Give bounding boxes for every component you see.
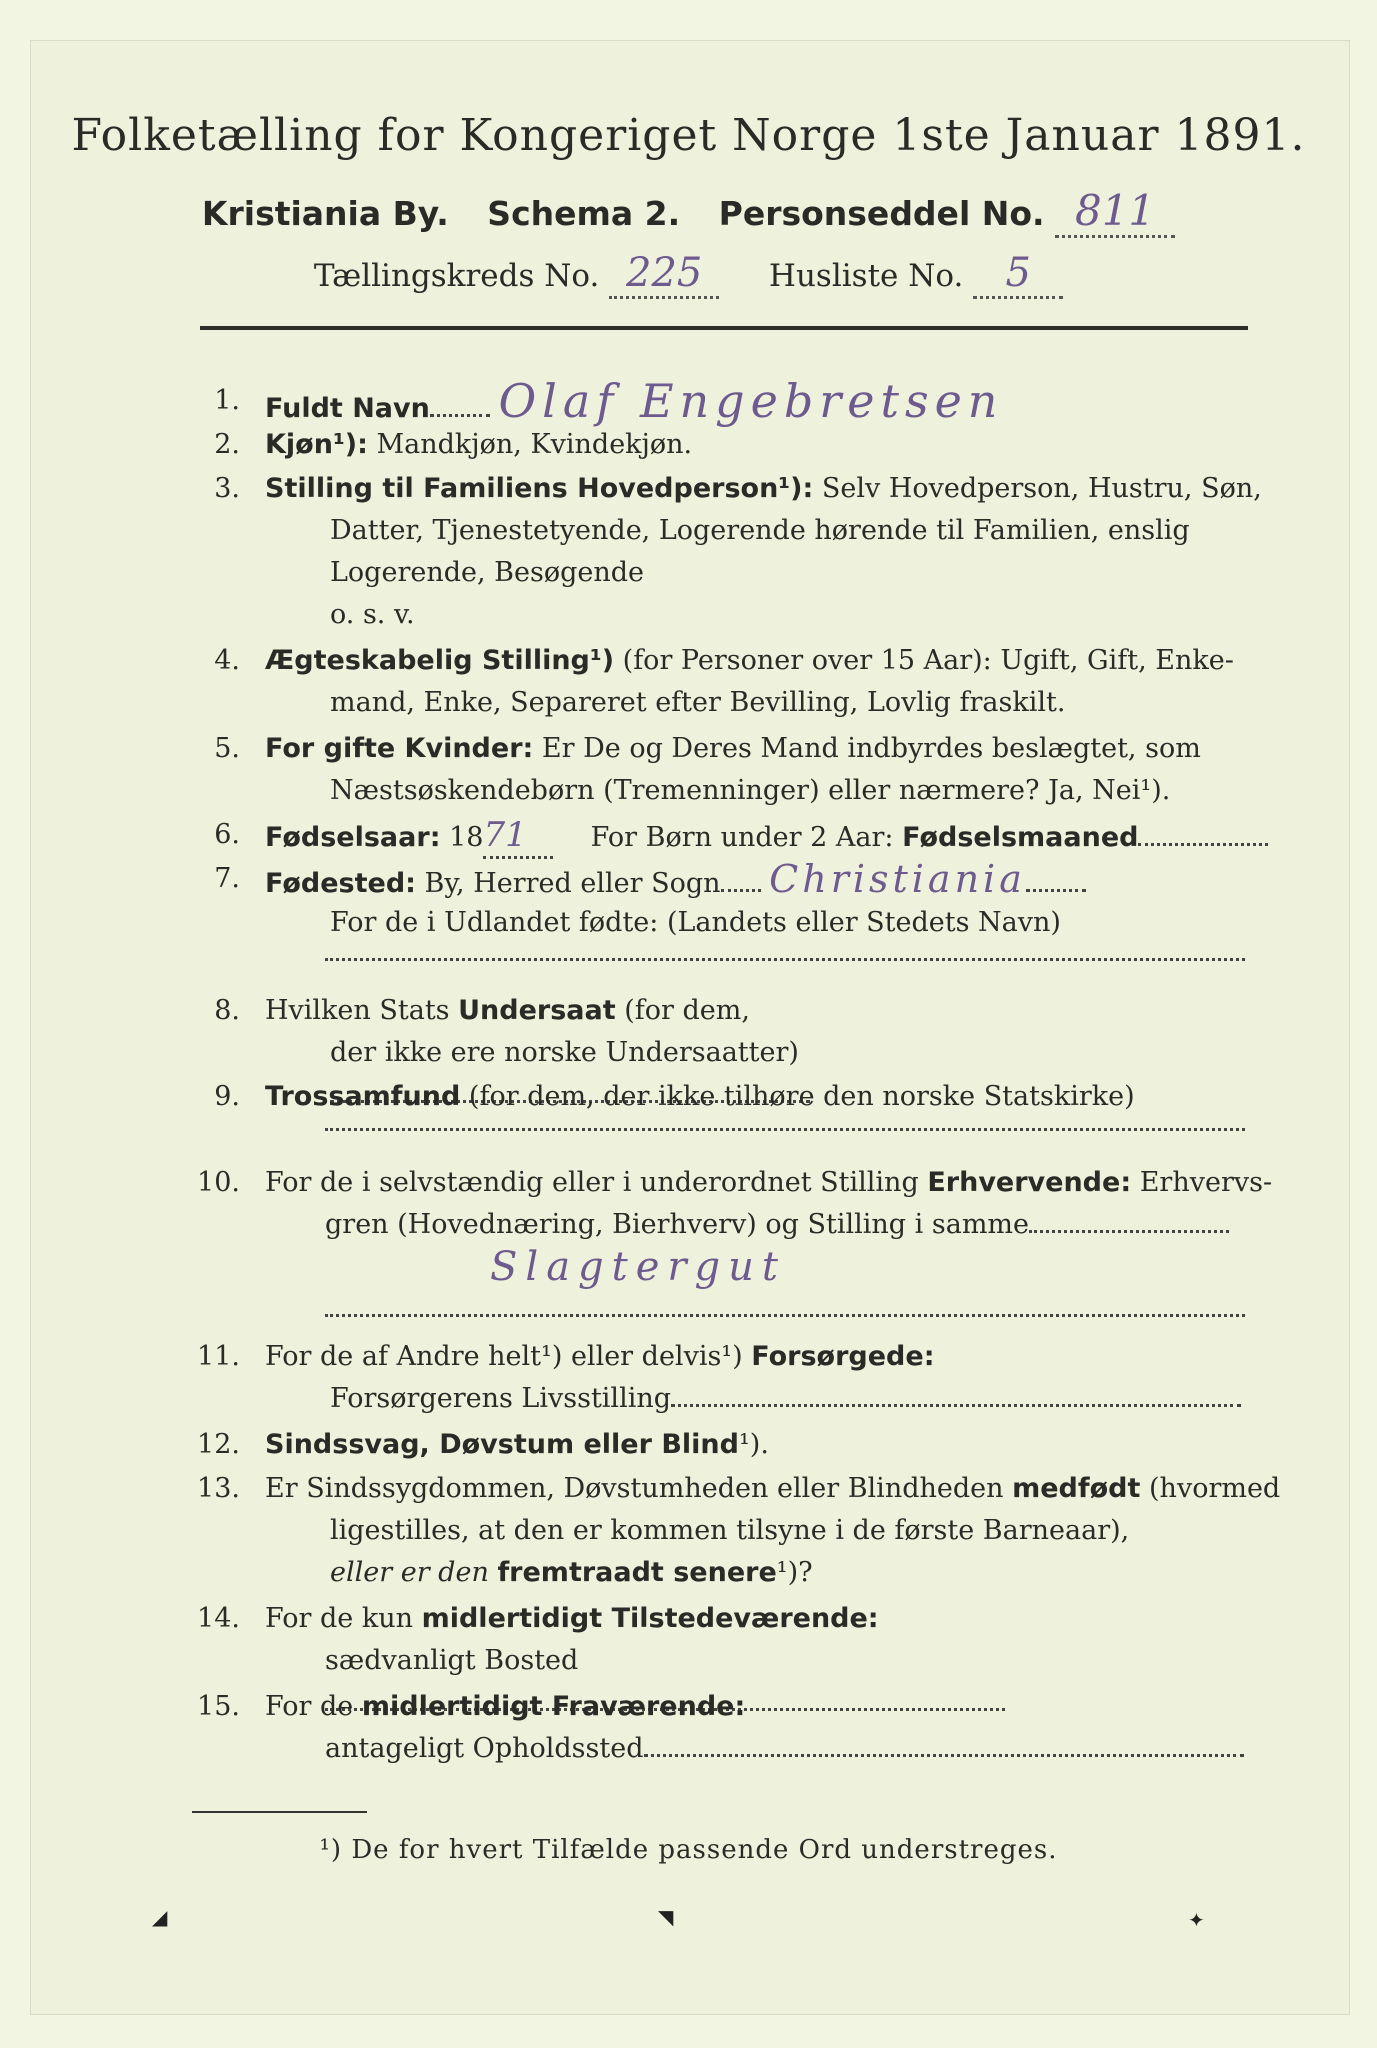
header-rule bbox=[200, 326, 1248, 330]
birthplace-blank bbox=[325, 950, 1245, 961]
item-number: 1. bbox=[214, 385, 240, 416]
marital-status-line-1: (for Personer over 15 Aar): Ugift, Gift, Enke- bbox=[622, 645, 1234, 676]
religion-label: Trossamfund bbox=[265, 1081, 461, 1112]
birth-month-label: Fødselsmaaned bbox=[902, 822, 1139, 853]
marital-status-line-2: mand, Enke, Separeret efter Bevilling, Lovlig fraskilt. bbox=[330, 687, 1066, 718]
occupation-label: Erhvervende: bbox=[927, 1167, 1132, 1198]
married-women-line-2: Næstsøskendebørn (Tremenninger) eller nærmere? Ja, Nei¹). bbox=[330, 775, 1171, 806]
birthplace-value: Christiania bbox=[769, 857, 1026, 901]
item-number: 6. bbox=[214, 819, 240, 850]
corner-mark-left: ◢ bbox=[152, 1905, 168, 1929]
birth-year-value: 71 bbox=[483, 814, 553, 859]
nationality-suffix: (for dem, bbox=[624, 995, 750, 1026]
congenital-prefix: Er Sindssygdommen, Døvstumheden eller Blindheden bbox=[265, 1473, 1004, 1504]
birthplace-label: Fødested: bbox=[265, 868, 416, 899]
form-title: Folketælling for Kongeriget Norge 1ste Januar 1891. bbox=[71, 110, 1306, 161]
marital-status-label: Ægteskabelig Stilling¹) bbox=[265, 645, 615, 676]
nationality-prefix: Hvilken Stats bbox=[265, 995, 450, 1026]
birth-year-label: Fødselsaar: bbox=[265, 822, 441, 853]
occupation-value: Slagtergut bbox=[490, 1244, 786, 1290]
item-number: 15. bbox=[197, 1691, 240, 1722]
religion-blank bbox=[325, 1120, 1245, 1131]
temporary-absent-prefix: For de bbox=[265, 1691, 354, 1722]
usual-residence-label: sædvanligt Bosted bbox=[325, 1645, 579, 1676]
gender-label: Kjøn¹): bbox=[265, 429, 368, 460]
family-position-line-2: Datter, Tjenestetyende, Logerende hørende til Familien, enslig bbox=[330, 515, 1190, 546]
later-onset-label: fremtraadt senere bbox=[497, 1557, 777, 1588]
center-mark: ◥ bbox=[658, 1905, 674, 1929]
gender-options: Mandkjøn, Kvindekjøn. bbox=[376, 429, 693, 460]
husliste-value: 5 bbox=[973, 250, 1063, 299]
item-number: 8. bbox=[214, 995, 240, 1026]
item-number: 9. bbox=[214, 1081, 240, 1112]
congenital-label: medfødt bbox=[1012, 1473, 1141, 1504]
occupation-blank bbox=[325, 1306, 1245, 1317]
kreds-label: Tællingskreds No. bbox=[313, 258, 600, 294]
item-number: 11. bbox=[197, 1341, 240, 1372]
temporary-absent-label: midlertidigt Fraværende: bbox=[361, 1691, 746, 1722]
infant-label: For Børn under 2 Aar: bbox=[590, 822, 894, 853]
temporary-present-label: midlertidigt Tilstedeværende: bbox=[421, 1603, 879, 1634]
item-number: 2. bbox=[214, 429, 240, 460]
supported-prefix: For de af Andre helt¹) eller delvis¹) bbox=[265, 1341, 743, 1372]
occupation-prefix: For de i selvstændig eller i underordnet Stilling bbox=[265, 1167, 919, 1198]
temporary-present-prefix: For de kun bbox=[265, 1603, 413, 1634]
congenital-line-3-prefix: eller er den bbox=[330, 1557, 489, 1588]
header-line-2 bbox=[0, 250, 1377, 299]
schema-label: Schema 2. bbox=[487, 194, 681, 233]
congenital-suffix: (hvormed bbox=[1149, 1473, 1281, 1504]
birthplace-line-2: For de i Udlandet fødte: (Landets eller Stedets Navn) bbox=[330, 907, 1061, 938]
supported-label: Forsørgede: bbox=[751, 1341, 935, 1372]
husliste-label: Husliste No. bbox=[768, 258, 964, 294]
item-number: 13. bbox=[197, 1473, 240, 1504]
full-name-label: Fuldt Navn bbox=[265, 393, 430, 424]
kristiania-label: Kristiania By. bbox=[201, 194, 449, 233]
congenital-line-3 bbox=[330, 1552, 813, 1594]
item-number: 10. bbox=[197, 1167, 240, 1198]
probable-stay-label: antageligt Opholdssted bbox=[325, 1733, 644, 1764]
item-number: 4. bbox=[214, 645, 240, 676]
item-number: 7. bbox=[214, 863, 240, 894]
header-line-1 bbox=[0, 186, 1377, 238]
footnote: ¹) De for hvert Tilfælde passende Ord understreges. bbox=[319, 1835, 1058, 1865]
married-women-line-1: Er De og Deres Mand indbyrdes beslægtet, som bbox=[541, 733, 1201, 764]
personseddel-label: Personseddel No. bbox=[718, 194, 1045, 233]
supported-line-2 bbox=[330, 1378, 1250, 1420]
birthplace-line-1: By, Herred eller Sogn bbox=[424, 868, 721, 899]
probable-stay-line bbox=[325, 1728, 1255, 1770]
footnote-rule bbox=[192, 1811, 367, 1813]
full-name-value: Olaf Engebretsen bbox=[498, 374, 1004, 428]
religion-line-1: (for dem, der ikke tilhøre den norske Statskirke) bbox=[468, 1081, 1135, 1112]
disability-label: Sindssvag, Døvstum eller Blind bbox=[265, 1429, 739, 1460]
item-number: 14. bbox=[197, 1603, 240, 1634]
supported-line-2-text: Forsørgerens Livsstilling bbox=[330, 1383, 672, 1414]
occupation-line-2-text: gren (Hovednæring, Bierhverv) og Stilling i samme bbox=[325, 1209, 1030, 1240]
nationality-label: Undersaat bbox=[458, 995, 616, 1026]
disability-note: ¹). bbox=[738, 1429, 769, 1460]
married-women-label: For gifte Kvinder: bbox=[265, 733, 534, 764]
family-position-line-3: Logerende, Besøgende bbox=[330, 557, 644, 588]
corner-mark-right: ✦ bbox=[1188, 1908, 1205, 1932]
item-number: 3. bbox=[214, 473, 240, 504]
congenital-line-2: ligestilles, at den er kommen tilsyne i de første Barneaar), bbox=[330, 1515, 1130, 1546]
personseddel-value: 811 bbox=[1055, 186, 1175, 238]
occupation-suffix: Erhvervs- bbox=[1139, 1167, 1273, 1198]
congenital-line-3-suffix: ¹)? bbox=[776, 1557, 813, 1588]
occupation-line-2 bbox=[325, 1204, 1255, 1246]
kreds-value: 225 bbox=[609, 250, 719, 299]
nationality-line-2-text: der ikke ere norske Undersaatter) bbox=[330, 1037, 799, 1068]
birth-year-prefix: 18 bbox=[449, 822, 484, 853]
item-number: 5. bbox=[214, 733, 240, 764]
family-position-line-1: Selv Hovedperson, Hustru, Søn, bbox=[821, 473, 1262, 504]
family-position-line-4: o. s. v. bbox=[330, 599, 415, 630]
item-number: 12. bbox=[197, 1429, 240, 1460]
family-position-label: Stilling til Familiens Hovedperson¹): bbox=[265, 473, 814, 504]
